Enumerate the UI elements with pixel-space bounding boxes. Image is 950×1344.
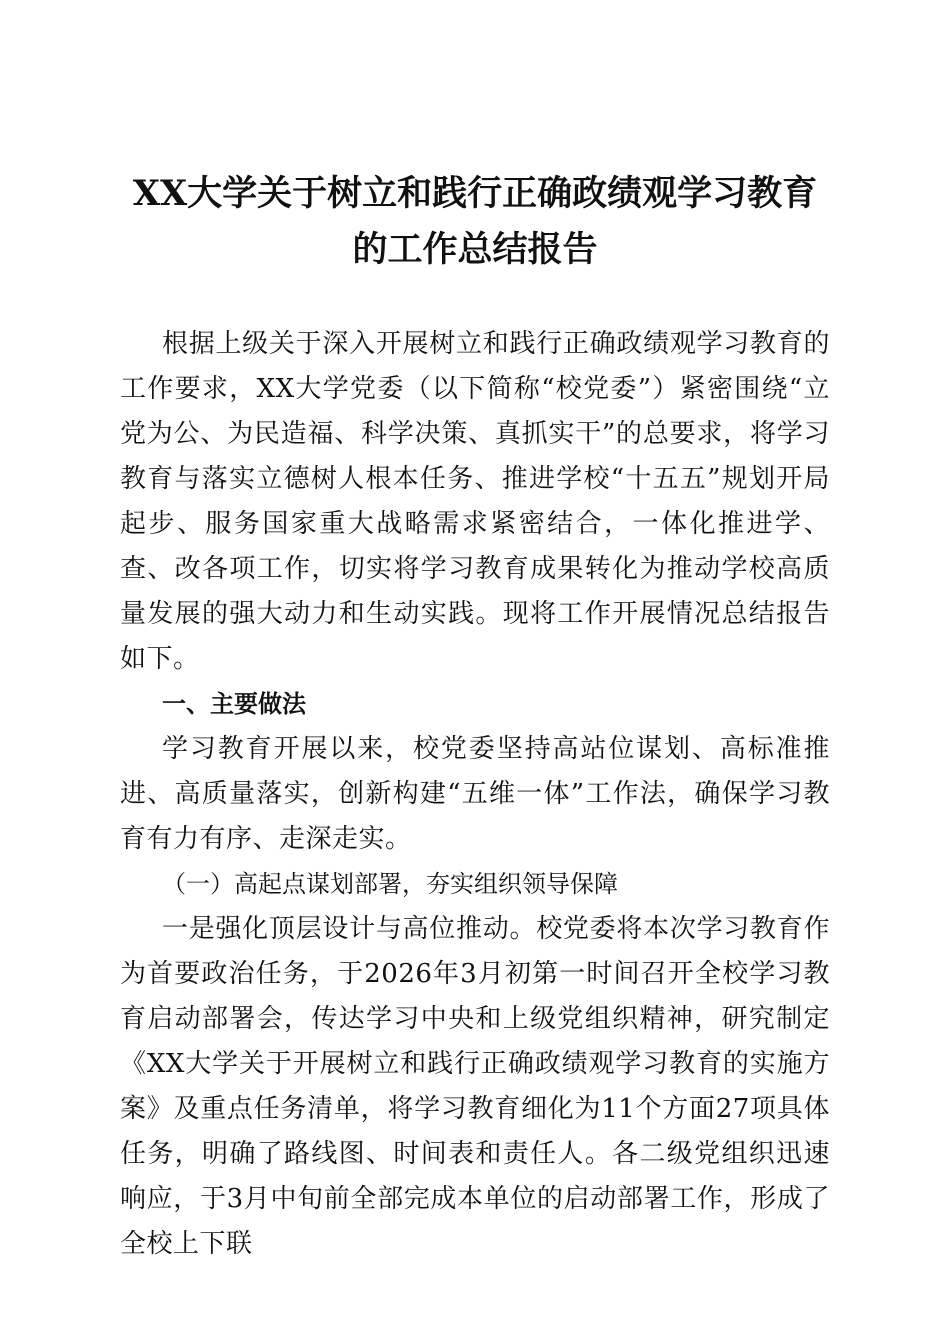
section-intro-paragraph: 学习教育开展以来，校党委坚持高站位谋划、高标准推进、高质量落实，创新构建“五维一体”工作法，确保学习教育有力有序、走深走实。	[120, 734, 830, 854]
section-heading: 一、主要做法	[162, 690, 306, 718]
intro-paragraph: 根据上级关于深入开展树立和践行正确政绩观学习教育的工作要求，XX大学党委（以下简称“校党委”）紧密围绕“立党为公、为民造福、科学决策、真抓实干”的总要求，将学习教育与落实立德树人根本任务、推进学校“十五五”规划开局起步、服务国家重大战略需求紧密结合，一体化推进学、查、改各项工作，切实将学习教育成果转化为推动学校高质量发展的强大动力和生动实践。现将工作开展情况总结报告如下。	[120, 329, 830, 674]
document-title	[100, 166, 850, 278]
subsection-paragraph: 一是强化顶层设计与高位推动。校党委将本次学习教育作为首要政治任务，于2026年3月初第一时间召开全校学习教育启动部署会，传达学习中央和上级党组织精神，研究制定《XX大学关于开展树立和践行正确政绩观学习教育的实施方案》及重点任务清单，将学习教育细化为11个方面27项具体任务，明确了路线图、时间表和责任人。各二级党组织迅速响应，于3月中旬前全部完成本单位的启动部署工作，形成了全校上下联	[120, 914, 830, 1259]
document-body	[120, 322, 830, 1267]
title-line-2: 的工作总结报告	[352, 229, 598, 270]
subsection-heading: （一）高起点谋划部署，夯实组织领导保障	[162, 870, 618, 898]
title-line-1: XX大学关于树立和践行正确政绩观学习教育	[132, 173, 818, 214]
